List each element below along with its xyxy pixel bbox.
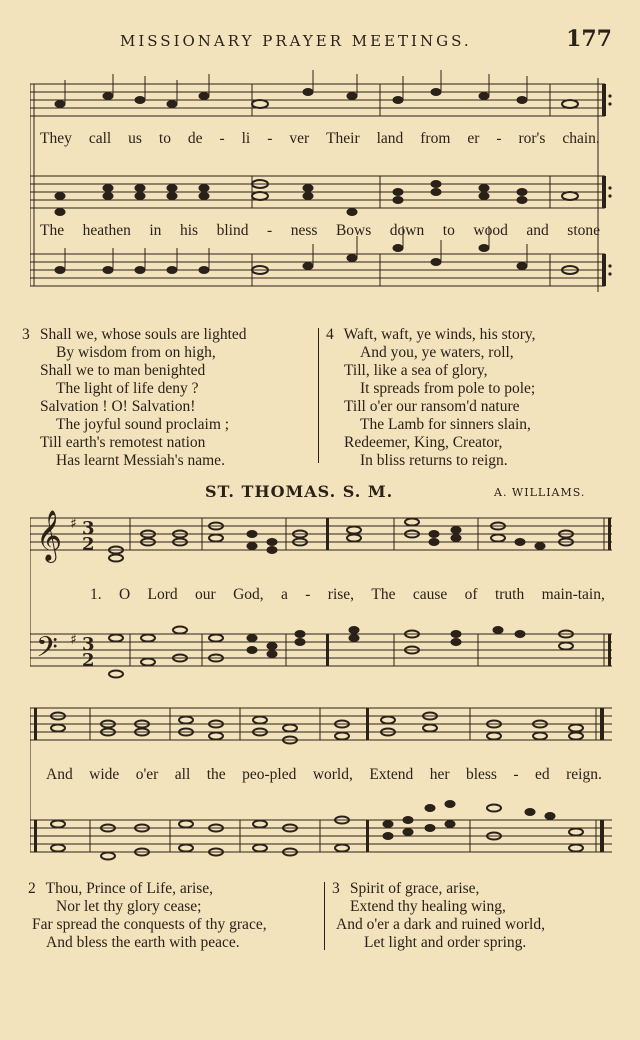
verse-3: 3 Shall we, whose souls are lighted By wisdom from on high, Shall we to man benighted The light of life deny ? Salvation ! O! Salvation! The joyful sound proclaim ; Till earth's remotest nation Has learnt Messiah's name. (22, 326, 247, 469)
verse-2: 2 Thou, Prince of Life, arise, Nor let thy glory cease; Far spread the conquests of thy grace, And bless the earth with peace. (28, 880, 267, 951)
notes-treble-quarter (247, 527, 545, 554)
notes-treble-2 (51, 713, 583, 744)
bass-clef-icon: 𝄢 (36, 631, 58, 671)
notes-staff-1 (55, 70, 578, 108)
verse-4: 4 Waft, waft, ye winds, his story, And you, ye waters, roll, Till, like a sea of glory, It spreads from pole to pole; Till o'er our ransom'd nature The Lamb for sinners slain, Redeemer, King, Creator, In bliss returns to reign. (326, 326, 536, 469)
music-system-top (30, 68, 615, 308)
sharp-icon: ♯ (70, 632, 77, 648)
music-system-bottom (30, 700, 615, 880)
lyric-line-middle-1: 1. O Lord our God, a - rise, The cause of truth main-tain, (90, 586, 605, 603)
staff-3 (30, 254, 605, 286)
staff-group-bottom (30, 700, 615, 880)
time-sig-top: 3 (82, 518, 95, 539)
verse-3-bottom: 3 Spirit of grace, arise, Extend thy healing wing, And o'er a dark and ruined world, Let light and order spring. (332, 880, 545, 951)
lyric-line-bottom-1: And wide o'er all the peo-pled world, Extend her bless - ed reign. (46, 766, 602, 783)
notes-bass-2 (51, 805, 583, 860)
treble-clef-icon: 𝄞 (36, 510, 63, 561)
time-sig-bottom: 2 (82, 650, 95, 671)
staff-group-top (30, 68, 615, 308)
time-sig-bottom: 2 (82, 534, 95, 555)
notes-treble-1 (109, 519, 573, 562)
lyric-line-top-2: The heathen in his blind - ness Bows down to wood and stone (40, 222, 600, 239)
sharp-icon: ♯ (70, 516, 77, 532)
lyric-line-top-1: They call us to de - li - ver Their land from er - ror's chain. (40, 130, 600, 147)
time-sig-top: 3 (82, 634, 95, 655)
running-head: MISSIONARY PRAYER MEETINGS. (120, 32, 472, 50)
verse-divider-top (318, 328, 319, 463)
page-number: 177 (566, 26, 612, 52)
composer-name: A. WILLIAMS. (494, 486, 586, 499)
notes-staff-2 (55, 180, 578, 216)
verse-divider-bottom (324, 882, 325, 950)
tune-title: ST. THOMAS. S. M. (205, 482, 394, 501)
